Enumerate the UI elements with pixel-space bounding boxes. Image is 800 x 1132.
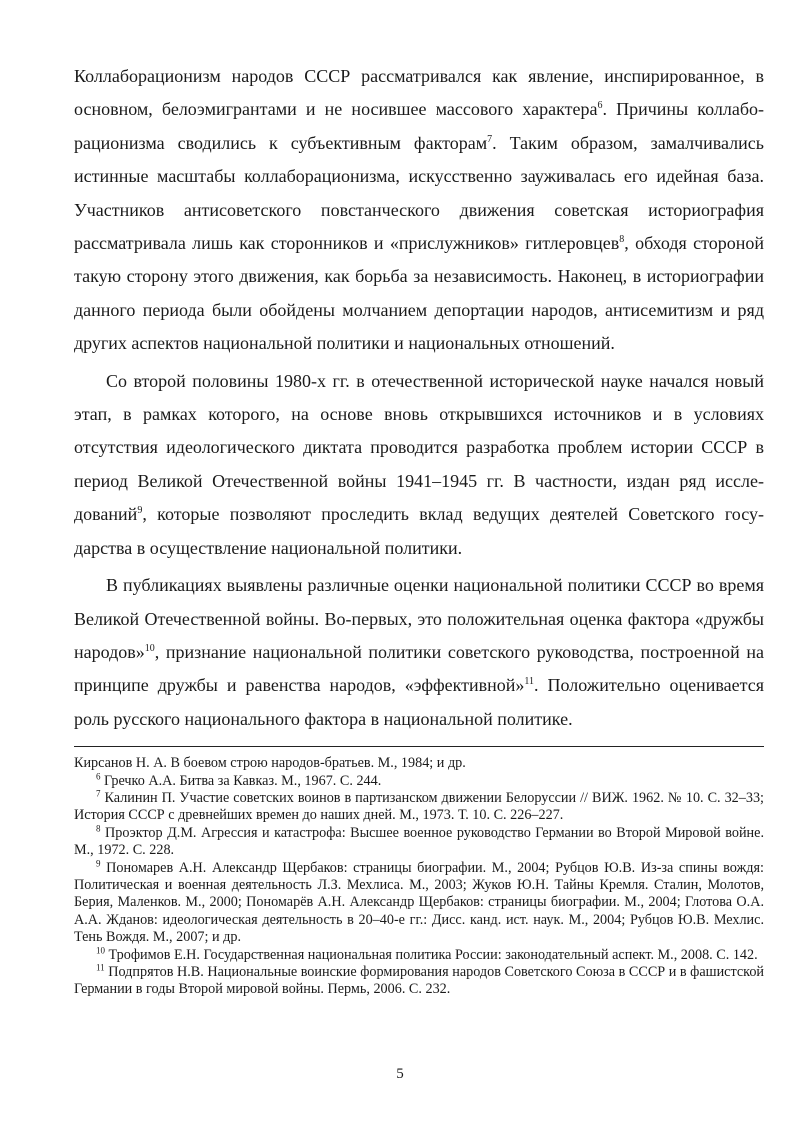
paragraph-1 (74, 60, 764, 361)
footnote-separator (74, 746, 764, 747)
footnote-text: Пономарев А.Н. Александр Щербаков: страницы биографии. М., 2004; Рубцов Ю.В. Из-за спины вождя: Политическая и военная деятельность Л.З. Мехлиса. М., 2003; Жуков Ю.Н. Тайны Кремля. Сталин, Молотов, Берия, Маленков. М., 2000; Пономарёв А.Н. Александр Щербаков: страницы биографии. М., 2004; Глотова О.А. А.А. Жданов: идеологическая деятельность в 20–40-е гг.: Дисс. канд. ист. наук. М., 2004; Рубцов Ю.В. Мехлис. Тень Вождя. М., 2007; и др. (74, 859, 764, 946)
paragraph-3-text-a: В публикациях выявлены различные оценки национальной политики СССР во время Великой Отечественной войны. Во-первых, это положительная оценка фактора «дружбы народов» (74, 575, 764, 662)
footnote-11 (74, 964, 764, 999)
paragraph-1-text-d: , обходя стороной такую сторону этого движения, как борьба за независимость. Наконец, в историографии данного периода были обойдены молчанием депортации народов, антисемитизм и ряд других аспектов национальной политики и национальных отношений. (74, 233, 764, 354)
footnote-ref-10[interactable]: 10 (144, 642, 155, 654)
footnote-number: 6 (96, 770, 101, 781)
footnote-continuation: Кирсанов Н. А. В боевом строю народов-братьев. М., 1984; и др. (74, 755, 466, 772)
footnote-text: Трофимов Е.Н. Государственная национальная политика России: законодательный аспект. М., 2008. С. 142. (105, 946, 758, 963)
footnote-7 (74, 790, 764, 825)
footnote-ref-9[interactable]: 9 (137, 505, 143, 517)
footnote-ref-8[interactable]: 8 (619, 234, 625, 246)
paragraph-1-text-b: . Причины коллаборационизма сводились к субъективным факторам (74, 99, 764, 153)
footnote-number: 10 (96, 944, 105, 955)
footnote-number: 8 (96, 823, 101, 834)
footnote-ref-6[interactable]: 6 (597, 100, 603, 112)
footnote-number: 7 (96, 788, 101, 799)
footnote-6 (74, 770, 764, 790)
paragraph-2-text-a: Со второй половины 1980-х гг. в отечественной исторической науке начался новый этап, в рамках которого, на основе вновь открывшихся источников и в условиях отсутствия идеологического диктата проводится разработка проблем истории СССР в период Великой Отечественной войны 1941–1945 гг. В частности, издан ряд исследований (74, 370, 764, 525)
document-page (74, 60, 764, 999)
paragraph-3-text-b: , признание национальной политики советского руководства, построенной на принципе дружбы и равенства народов, «эффективной» (74, 641, 764, 696)
paragraph-3-text-c: . Положительно оценивается роль русского национального фактора в национальной политике. (74, 675, 765, 729)
footnote-ref-11[interactable]: 11 (524, 676, 535, 688)
footnote-9 (74, 857, 764, 947)
footnotes (74, 755, 764, 999)
main-text (74, 60, 764, 736)
footnote-8 (74, 825, 764, 860)
footnote-number: 11 (96, 962, 105, 973)
footnote-text: Проэктор Д.М. Агрессия и катастрофа: Высшее военное руководство Германии во Второй Мировой войне. М., 1972. С. 228. (74, 824, 764, 859)
footnote-10 (74, 944, 764, 964)
paragraph-1-text-a: Коллаборационизм народов СССР рассматривался как явление, инспирированное, в основном, белоэмигрантами и не носившее массового характера (74, 66, 764, 120)
paragraph-2 (74, 365, 764, 565)
footnote-number: 9 (96, 857, 101, 868)
footnote-text: Гречко А.А. Битва за Кавказ. М., 1967. С. 244. (100, 772, 382, 789)
paragraph-1-text-c: . Таким образом, замалчивались истинные масштабы коллаборационизма, искусственно зауживалась его идейная база. Участников антисоветского повстанческого движения советская историография рассматривала лишь как сторонников и «прислужников» гитлеровцев (74, 132, 764, 254)
paragraph-2-text-b: , которые позволяют проследить вклад ведущих деятелей Советского государства в осуществление национальной политики. (74, 504, 764, 558)
footnote-text: Подпрятов Н.В. Национальные воинские формирования народов Советского Союза в СССР и в фашистской Германии в годы Второй мировой войны. Пермь, 2006. С. 232. (74, 964, 764, 998)
footnote-text: Калинин П. Участие советских воинов в партизанском движении Белоруссии // ВИЖ. 1962. № 10. С. 32–33; История СССР с древнейших времен до наших дней. М., 1973. Т. 10. С. 226–227. (74, 789, 764, 824)
footnote-ref-7[interactable]: 7 (487, 133, 493, 145)
paragraph-3 (74, 569, 764, 736)
page-number: 5 (396, 1066, 404, 1082)
